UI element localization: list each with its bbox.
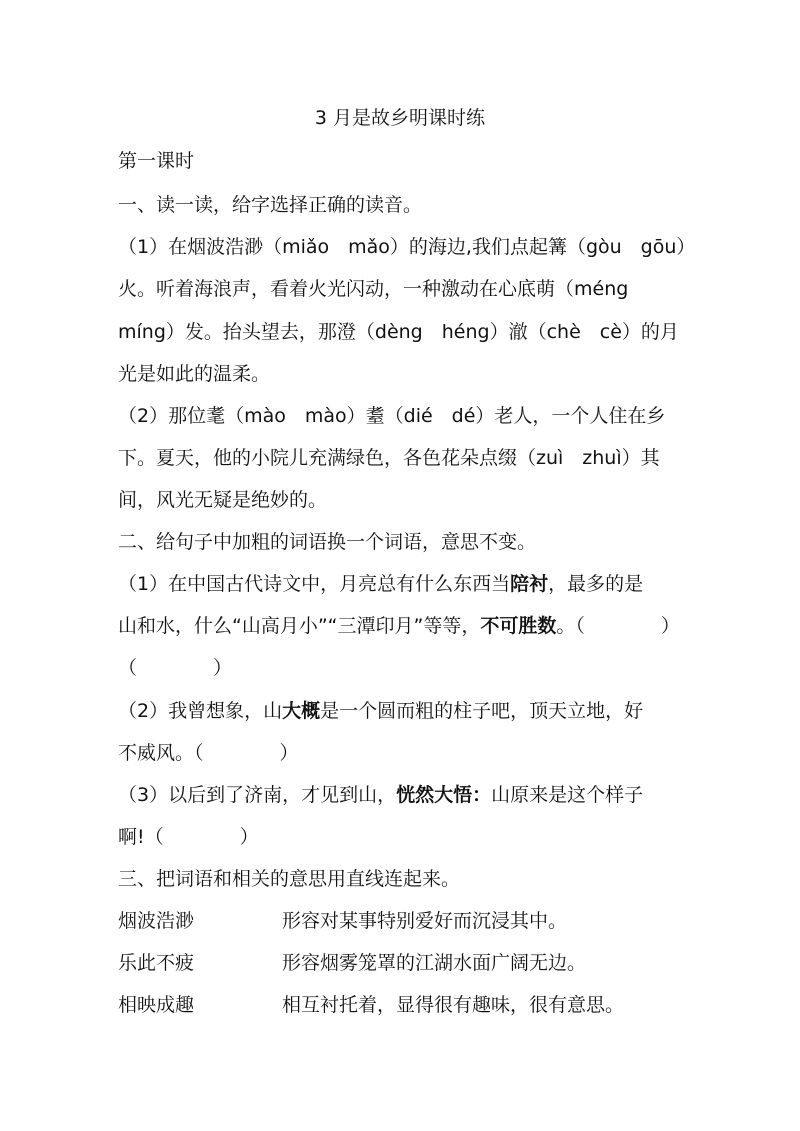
q2-s1-text: 山和水，什么“山高月小”“三潭印月”等等， <box>118 615 481 637</box>
answer-blank[interactable]: 。（ ） <box>556 615 680 637</box>
match-word[interactable]: 相映成趣 <box>118 994 195 1016</box>
q1-paragraph1-line: míng）发。抬头望去，那澄（dèng héng）澈（chè cè）的月 <box>118 321 679 343</box>
q2-sentence1-line1 <box>118 570 643 598</box>
q2-s1-bold-word: 不可胜数 <box>480 615 557 637</box>
q2-sentence1-line2 <box>118 612 680 640</box>
answer-blank[interactable]: 啊!（ ） <box>118 826 259 848</box>
q1-paragraph1-line: （1）在烟波浩渺（miǎo mǎo）的海边,我们点起篝（gòu gōu） <box>118 236 696 258</box>
match-meaning[interactable]: 形容烟雾笼罩的江湖水面广阔无边。 <box>282 952 587 974</box>
match-meaning[interactable]: 形容对某事特别爱好而沉浸其中。 <box>282 910 568 932</box>
q2-s3-text: 山原来是这个样子 <box>491 784 644 806</box>
match-word[interactable]: 乐此不疲 <box>118 952 195 974</box>
q2-sentence2-line1 <box>118 697 643 725</box>
section-one-heading: 一、读一读，给字选择正确的读音。 <box>118 194 423 216</box>
q2-s1-text: （1）在中国古代诗文中，月亮总有什么东西当 <box>118 573 511 595</box>
q2-s2-text: 是一个圆而粗的柱子吧，顶天立地，好 <box>320 700 644 722</box>
q1-paragraph2-line: 间，风光无疑是绝妙的。 <box>118 489 328 511</box>
match-word[interactable]: 烟波浩渺 <box>118 910 195 932</box>
match-meaning[interactable]: 相互衬托着，显得很有趣味，很有意思。 <box>282 994 625 1016</box>
q2-sentence3-line1 <box>118 781 643 809</box>
q1-paragraph2-line: （2）那位耄（mào mào）耋（dié dé）老人，一个人住在乡 <box>118 405 666 427</box>
q2-s2-text: （2）我曾想象，山 <box>118 700 283 722</box>
q2-s1-text: ，最多的是 <box>548 573 644 595</box>
answer-blank[interactable]: （ ） <box>118 657 233 679</box>
q2-s2-bold-word: 大概 <box>282 700 321 722</box>
lesson-label: 第一课时 <box>118 150 195 172</box>
q2-s3-bold-word: 恍然大悟： <box>396 784 492 806</box>
section-three-heading: 三、把词语和相关的意思用直线连起来。 <box>118 868 461 890</box>
document-title: 3 月是故乡明课时练 <box>314 107 486 129</box>
q2-s3-text: （3）以后到了济南，才见到山， <box>118 784 397 806</box>
q1-paragraph2-line: 下。夏天，他的小院儿充满绿色，各色花朵点缀（zuì zhuì）其 <box>118 447 660 469</box>
section-two-heading: 二、给句子中加粗的词语换一个词语，意思不变。 <box>118 531 537 553</box>
q2-s1-bold-word: 陪衬 <box>510 573 549 595</box>
q1-paragraph1-line: 火。听着海浪声，看着火光闪动，一种激动在心底萌（méng <box>118 278 629 300</box>
answer-blank[interactable]: 不威风。（ ） <box>118 742 299 764</box>
q1-paragraph1-line: 光是如此的温柔。 <box>118 363 271 385</box>
